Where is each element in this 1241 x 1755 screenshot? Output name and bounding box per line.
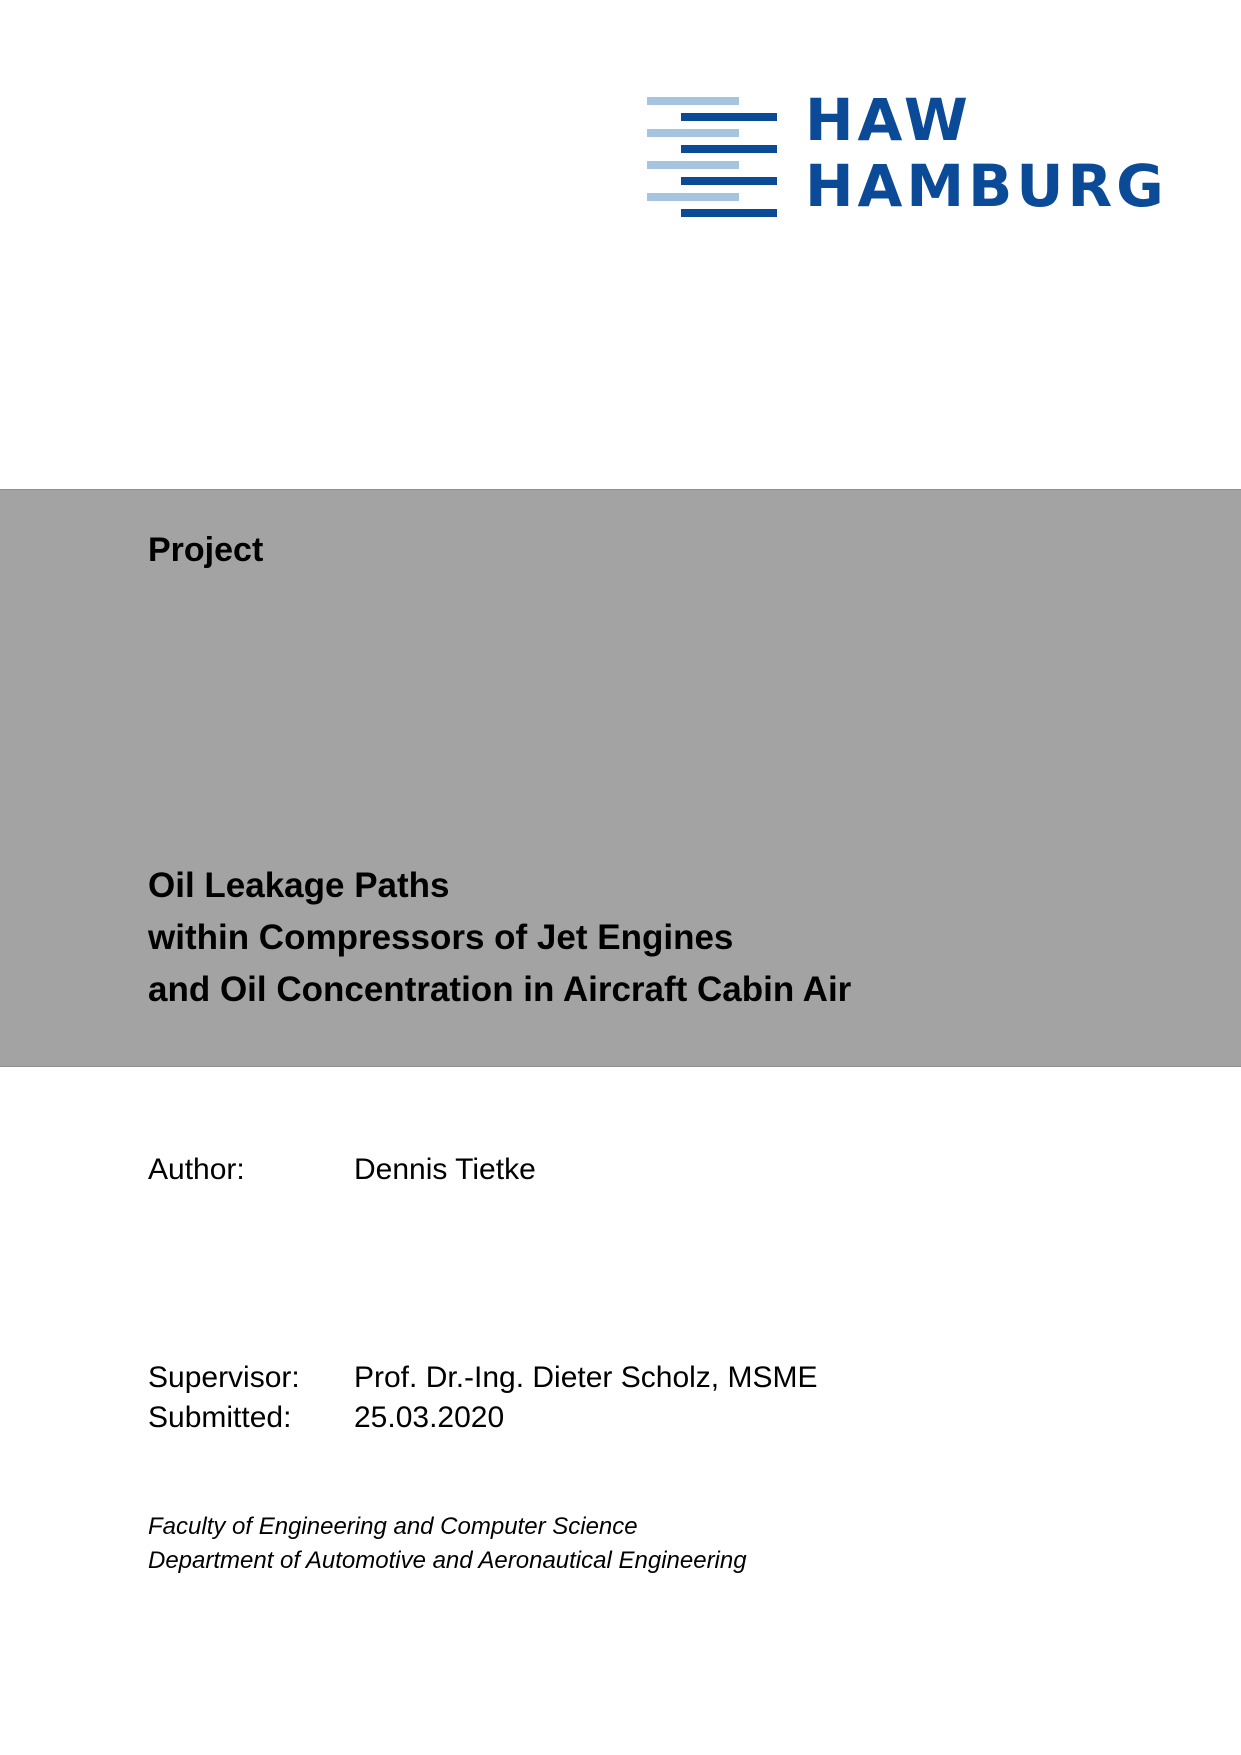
- haw-hamburg-logo: [645, 86, 1168, 225]
- submitted-row: [148, 1398, 504, 1438]
- submitted-label: Submitted:: [148, 1401, 292, 1434]
- faculty-block: [148, 1510, 747, 1578]
- document-title: [148, 860, 851, 1016]
- logo-text-hamburg: HAMBURG: [805, 152, 1168, 220]
- author-label: Author:: [148, 1153, 245, 1186]
- faculty-line: Faculty of Engineering and Computer Science: [148, 1513, 638, 1540]
- haw-hamburg-logo-icon: [645, 95, 777, 225]
- author-value: Dennis Tietke: [354, 1153, 536, 1186]
- title-band: [0, 489, 1241, 1067]
- logo-wordmark: [805, 87, 1168, 219]
- logo-text-haw: HAW: [805, 86, 972, 154]
- supervisor-label: Supervisor:: [148, 1361, 300, 1394]
- title-line-2: within Compressors of Jet Engines: [148, 918, 734, 957]
- supervisor-value: Prof. Dr.-Ing. Dieter Scholz, MSME: [354, 1361, 818, 1394]
- title-line-3: and Oil Concentration in Aircraft Cabin Air: [148, 970, 852, 1009]
- submitted-value: 25.03.2020: [354, 1401, 505, 1434]
- title-line-1: Oil Leakage Paths: [148, 866, 450, 905]
- supervisor-row: [148, 1358, 817, 1398]
- department-line: Department of Automotive and Aeronautical Engineering: [148, 1547, 747, 1574]
- document-type: Project: [148, 531, 264, 569]
- author-row: [148, 1150, 536, 1190]
